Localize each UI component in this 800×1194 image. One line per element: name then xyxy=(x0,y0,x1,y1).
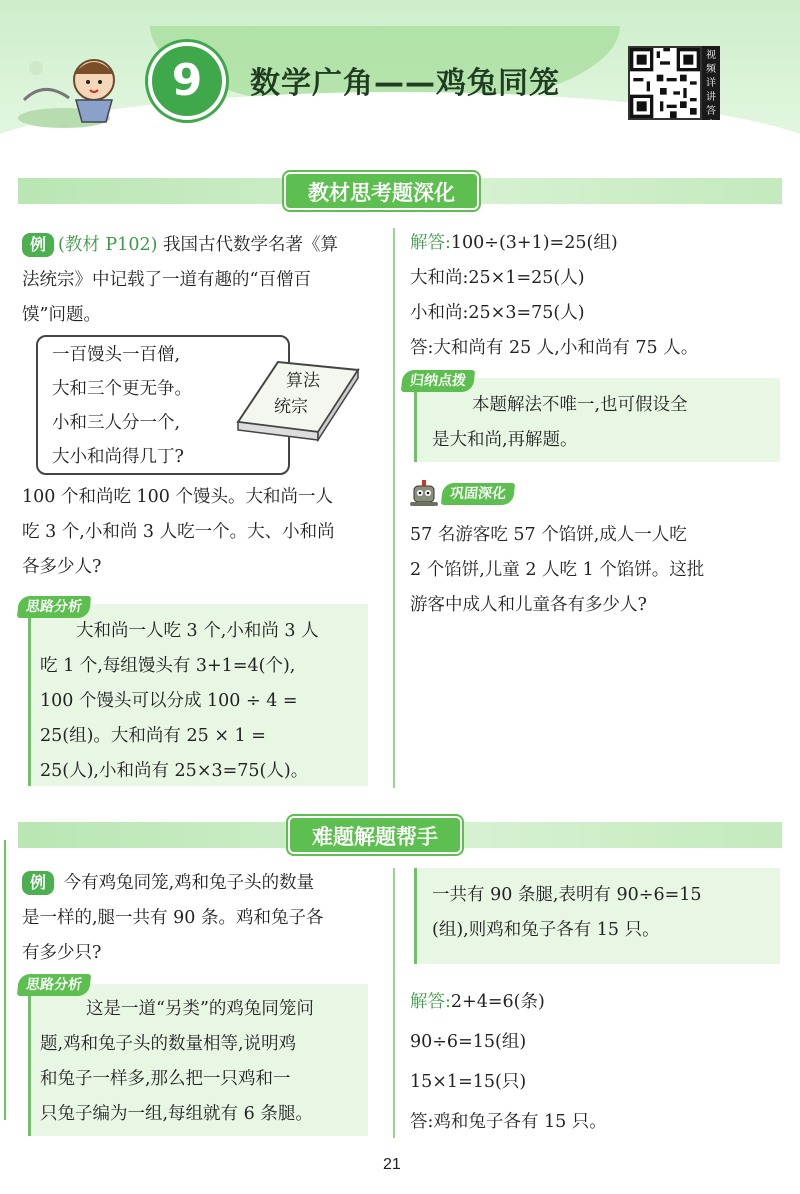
summary-text xyxy=(432,388,782,458)
poem-line: 大小和尚得几丁? xyxy=(52,447,184,467)
answer-line: 大和尚:25×1=25(人) xyxy=(410,268,585,288)
example-badge: 例 xyxy=(22,233,54,257)
answer-line: 答:大和尚有 25 人,小和尚有 75 人。 xyxy=(410,338,699,358)
analysis-text xyxy=(40,992,370,1132)
practice-tag: 巩固深化 xyxy=(441,483,515,505)
chapter-title: 数学广角——鸡兔同笼 xyxy=(250,66,560,101)
answer-text: 100÷(3+1)=25(组) xyxy=(450,233,618,253)
example-text: 法统宗》中记载了一道有趣的“百僧百 xyxy=(22,270,311,290)
example-text: 我国古代数学名著《算 xyxy=(163,235,338,255)
column-divider xyxy=(393,228,395,788)
example-line-1 xyxy=(22,228,382,263)
poem-line: 一百馒头一百僧, xyxy=(52,345,181,365)
answer-line: 90÷6=15(组) xyxy=(410,1032,527,1052)
poem-line: 小和三人分一个, xyxy=(52,413,181,433)
question-text: 100 个和尚吃 100 个馒头。大和尚一人 xyxy=(22,487,333,507)
analysis-line: 100 个馒头可以分成 100 ÷ 4 = xyxy=(40,691,298,711)
analysis-continued-text xyxy=(432,878,782,948)
qr-label: 视频详讲答案 xyxy=(702,46,720,120)
analysis-tag: 思路分析 xyxy=(17,974,91,996)
answer-block xyxy=(410,982,785,1142)
analysis-line: 大和尚一人吃 3 个,小和尚 3 人 xyxy=(76,621,319,641)
analysis-line: 一共有 90 条腿,表明有 90÷6=15 xyxy=(432,885,702,905)
poem xyxy=(52,338,192,474)
summary-tag: 归纳点拨 xyxy=(401,370,475,392)
analysis-line: 只兔子编为一组,每组就有 6 条腿。 xyxy=(40,1104,313,1124)
example-text: 有多少只? xyxy=(22,943,102,963)
summary-line: 本题解法不唯一,也可假设全 xyxy=(472,395,688,415)
analysis-line: 吃 1 个,每组馒头有 3+1=4(个), xyxy=(40,656,296,676)
analysis-line: 题,鸡和兔子头的数量相等,说明鸡 xyxy=(40,1034,297,1054)
answer-label: 解答: xyxy=(410,992,451,1012)
mascot-illustration xyxy=(14,40,134,140)
analysis-line: 这是一道“另类”的鸡兔同笼问 xyxy=(86,999,314,1019)
summary-line: 是大和尚,再解题。 xyxy=(432,430,578,450)
poem-line: 大和三个更无争。 xyxy=(52,379,192,399)
qr-code-icon xyxy=(630,48,700,118)
analysis-tag: 思路分析 xyxy=(17,596,91,618)
qr-code[interactable] xyxy=(628,46,702,120)
answer-line: 答:鸡和兔子各有 15 只。 xyxy=(410,1112,607,1132)
answer-label: 解答: xyxy=(410,233,451,253)
book-title xyxy=(274,368,320,420)
page-number: 21 xyxy=(383,1156,401,1173)
margin-rule xyxy=(4,840,6,1120)
book-title-line: 算法 xyxy=(286,371,320,391)
example-block xyxy=(22,228,382,333)
analysis-line: 和兔子一样多,那么把一只鸡和一 xyxy=(40,1069,291,1089)
practice-line: 游客中成人和儿童各有多少人? xyxy=(410,595,647,615)
answer-line: 小和尚:25×3=75(人) xyxy=(410,303,585,323)
analysis-text xyxy=(40,614,370,789)
question-block xyxy=(22,480,382,585)
example-text: 是一样的,腿一共有 90 条。鸡和兔子各 xyxy=(22,908,324,928)
analysis-line: 25(人),小和尚有 25×3=75(人)。 xyxy=(40,761,309,781)
book-title-line: 统宗 xyxy=(274,397,308,417)
section-title: 难题解题帮手 xyxy=(288,816,462,854)
analysis-line: 25(组)。大和尚有 25 × 1 = xyxy=(40,726,266,746)
answer-line xyxy=(410,226,785,261)
textbook-reference: (教材 P102) xyxy=(58,235,158,255)
practice-text xyxy=(410,518,785,623)
answer-text: 2+4=6(条) xyxy=(450,992,545,1012)
question-text: 吃 3 个,小和尚 3 人吃一个。大、小和尚 xyxy=(22,522,335,542)
example-block xyxy=(22,866,382,971)
practice-line: 2 个馅饼,儿童 2 人吃 1 个馅饼。这批 xyxy=(410,560,705,580)
example-text: 馍”问题。 xyxy=(22,305,101,325)
answer-line: 15×1=15(只) xyxy=(410,1072,527,1092)
example-badge: 例 xyxy=(22,871,54,895)
section-title: 教材思考题深化 xyxy=(284,172,479,210)
example-text: 今有鸡兔同笼,鸡和兔子头的数量 xyxy=(63,873,315,893)
answer-block xyxy=(410,226,785,366)
chapter-number: 9 xyxy=(148,42,226,120)
practice-line: 57 名游客吃 57 个馅饼,成人一人吃 xyxy=(410,525,687,545)
question-text: 各多少人? xyxy=(22,557,102,577)
column-divider xyxy=(393,868,395,1138)
analysis-line: (组),则鸡和兔子各有 15 只。 xyxy=(432,920,660,940)
robot-icon xyxy=(408,478,440,508)
